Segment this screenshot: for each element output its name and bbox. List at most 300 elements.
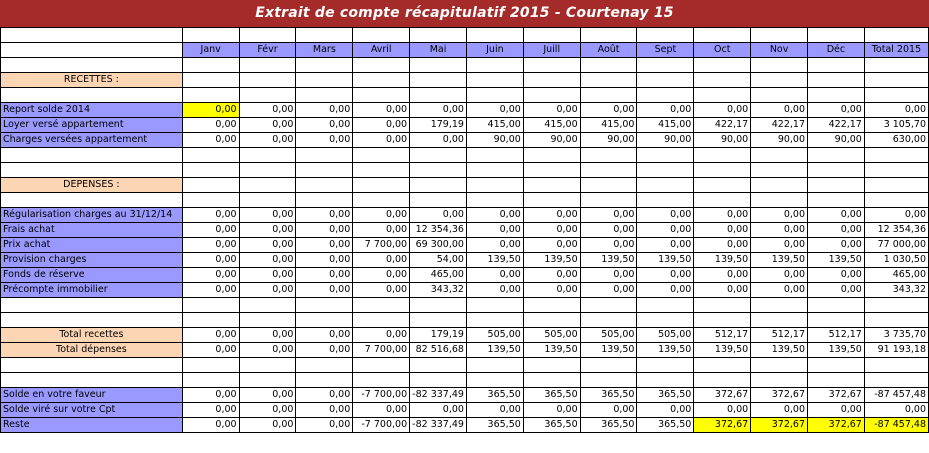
empty-cell[interactable]: [808, 358, 865, 373]
value-cell[interactable]: 465,00: [864, 268, 928, 283]
value-cell[interactable]: 0,00: [637, 238, 694, 253]
value-cell[interactable]: 372,67: [751, 388, 808, 403]
value-cell[interactable]: 365,50: [637, 388, 694, 403]
value-cell[interactable]: 0,00: [410, 103, 467, 118]
empty-cell[interactable]: [1, 163, 183, 178]
value-cell[interactable]: 179,19: [410, 118, 467, 133]
value-cell[interactable]: 0,00: [353, 253, 410, 268]
value-cell[interactable]: 0,00: [239, 418, 296, 433]
empty-cell[interactable]: [751, 163, 808, 178]
empty-cell[interactable]: [694, 313, 751, 328]
empty-cell[interactable]: [353, 28, 410, 43]
empty-cell[interactable]: [808, 148, 865, 163]
empty-cell[interactable]: [637, 58, 694, 73]
row-label[interactable]: Solde viré sur votre Cpt: [1, 403, 183, 418]
empty-cell[interactable]: [353, 193, 410, 208]
empty-cell[interactable]: [1, 58, 183, 73]
value-cell[interactable]: 0,00: [296, 208, 353, 223]
value-cell[interactable]: -82 337,49: [410, 418, 467, 433]
empty-cell[interactable]: [239, 358, 296, 373]
value-cell[interactable]: 0,00: [523, 208, 580, 223]
empty-cell[interactable]: [580, 313, 637, 328]
value-cell[interactable]: 505,00: [466, 328, 523, 343]
value-cell[interactable]: 54,00: [410, 253, 467, 268]
value-cell[interactable]: 0,00: [410, 208, 467, 223]
empty-cell[interactable]: [864, 313, 928, 328]
value-cell[interactable]: 0,00: [182, 208, 239, 223]
value-cell[interactable]: 0,00: [808, 283, 865, 298]
value-cell[interactable]: -82 337,49: [410, 388, 467, 403]
value-cell[interactable]: 0,00: [580, 283, 637, 298]
value-cell[interactable]: 415,00: [466, 118, 523, 133]
empty-cell[interactable]: [182, 88, 239, 103]
value-cell[interactable]: 0,00: [751, 268, 808, 283]
value-cell[interactable]: 365,50: [580, 418, 637, 433]
empty-cell[interactable]: [808, 178, 865, 193]
empty-cell[interactable]: [239, 373, 296, 388]
value-cell[interactable]: 90,00: [751, 133, 808, 148]
value-cell[interactable]: 0,00: [182, 238, 239, 253]
empty-cell[interactable]: [864, 298, 928, 313]
empty-cell[interactable]: [296, 193, 353, 208]
empty-cell[interactable]: [182, 178, 239, 193]
value-cell[interactable]: 512,17: [694, 328, 751, 343]
empty-cell[interactable]: [353, 148, 410, 163]
value-cell[interactable]: 0,00: [182, 343, 239, 358]
empty-cell[interactable]: [808, 313, 865, 328]
empty-cell[interactable]: [523, 193, 580, 208]
value-cell[interactable]: 0,00: [637, 283, 694, 298]
empty-cell[interactable]: [580, 88, 637, 103]
empty-cell[interactable]: [637, 28, 694, 43]
month-header[interactable]: Mars: [296, 43, 353, 58]
value-cell[interactable]: 0,00: [580, 238, 637, 253]
value-cell[interactable]: 0,00: [353, 133, 410, 148]
empty-cell[interactable]: [353, 88, 410, 103]
value-cell[interactable]: 0,00: [296, 253, 353, 268]
value-cell[interactable]: 0,00: [182, 223, 239, 238]
value-cell[interactable]: 0,00: [239, 388, 296, 403]
empty-cell[interactable]: [694, 163, 751, 178]
empty-cell[interactable]: [296, 58, 353, 73]
empty-cell[interactable]: [296, 178, 353, 193]
empty-cell[interactable]: [523, 88, 580, 103]
value-cell[interactable]: 505,00: [580, 328, 637, 343]
month-header[interactable]: Mai: [410, 43, 467, 58]
value-cell[interactable]: 0,00: [353, 103, 410, 118]
empty-cell[interactable]: [466, 73, 523, 88]
empty-cell[interactable]: [296, 313, 353, 328]
value-cell[interactable]: 0,00: [296, 283, 353, 298]
value-cell[interactable]: 90,00: [523, 133, 580, 148]
empty-cell[interactable]: [580, 28, 637, 43]
value-cell[interactable]: 0,00: [694, 283, 751, 298]
value-cell[interactable]: 415,00: [637, 118, 694, 133]
value-cell[interactable]: 0,00: [296, 328, 353, 343]
value-cell[interactable]: 0,00: [182, 283, 239, 298]
empty-cell[interactable]: [1, 313, 183, 328]
value-cell[interactable]: 0,00: [353, 118, 410, 133]
value-cell[interactable]: 139,50: [694, 343, 751, 358]
row-label[interactable]: Prix achat: [1, 238, 183, 253]
empty-cell[interactable]: [353, 358, 410, 373]
empty-cell[interactable]: [239, 193, 296, 208]
value-cell[interactable]: 0,00: [239, 253, 296, 268]
value-cell[interactable]: 0,00: [182, 418, 239, 433]
value-cell[interactable]: 0,00: [637, 403, 694, 418]
value-cell[interactable]: 0,00: [353, 208, 410, 223]
value-cell[interactable]: 0,00: [751, 403, 808, 418]
value-cell[interactable]: 0,00: [239, 223, 296, 238]
empty-cell[interactable]: [1, 28, 183, 43]
empty-cell[interactable]: [808, 73, 865, 88]
value-cell[interactable]: 365,50: [523, 418, 580, 433]
value-cell[interactable]: 0,00: [466, 268, 523, 283]
empty-cell[interactable]: [523, 313, 580, 328]
total-label[interactable]: Total dépenses: [1, 343, 183, 358]
value-cell[interactable]: 0,00: [694, 403, 751, 418]
empty-cell[interactable]: [466, 88, 523, 103]
empty-cell[interactable]: [296, 148, 353, 163]
empty-cell[interactable]: [353, 73, 410, 88]
empty-cell[interactable]: [694, 358, 751, 373]
empty-cell[interactable]: [864, 358, 928, 373]
empty-cell[interactable]: [637, 358, 694, 373]
value-cell[interactable]: 0,00: [694, 268, 751, 283]
value-cell[interactable]: 0,00: [239, 133, 296, 148]
empty-cell[interactable]: [239, 58, 296, 73]
empty-cell[interactable]: [182, 313, 239, 328]
value-cell[interactable]: 372,67: [808, 418, 865, 433]
empty-cell[interactable]: [808, 28, 865, 43]
value-cell[interactable]: 90,00: [808, 133, 865, 148]
empty-cell[interactable]: [466, 193, 523, 208]
value-cell[interactable]: 422,17: [808, 118, 865, 133]
row-label[interactable]: Solde en votre faveur: [1, 388, 183, 403]
value-cell[interactable]: 0,00: [353, 403, 410, 418]
value-cell[interactable]: 12 354,36: [864, 223, 928, 238]
empty-cell[interactable]: [864, 373, 928, 388]
value-cell[interactable]: 90,00: [580, 133, 637, 148]
empty-cell[interactable]: [637, 148, 694, 163]
value-cell[interactable]: 139,50: [523, 253, 580, 268]
value-cell[interactable]: 0,00: [466, 208, 523, 223]
row-label[interactable]: Fonds de réserve: [1, 268, 183, 283]
value-cell[interactable]: 0,00: [523, 283, 580, 298]
value-cell[interactable]: 0,00: [410, 133, 467, 148]
empty-cell[interactable]: [694, 193, 751, 208]
empty-cell[interactable]: [694, 73, 751, 88]
empty-cell[interactable]: [523, 148, 580, 163]
empty-cell[interactable]: [353, 178, 410, 193]
value-cell[interactable]: 422,17: [751, 118, 808, 133]
value-cell[interactable]: 415,00: [523, 118, 580, 133]
empty-cell[interactable]: [694, 373, 751, 388]
empty-cell[interactable]: [410, 163, 467, 178]
empty-cell[interactable]: [410, 193, 467, 208]
empty-cell[interactable]: [296, 163, 353, 178]
value-cell[interactable]: 0,00: [182, 328, 239, 343]
month-header[interactable]: Janv: [182, 43, 239, 58]
empty-cell[interactable]: [410, 73, 467, 88]
value-cell[interactable]: 630,00: [864, 133, 928, 148]
section-label-depenses[interactable]: DEPENSES :: [1, 178, 183, 193]
row-label[interactable]: Reste: [1, 418, 183, 433]
value-cell[interactable]: 422,17: [694, 118, 751, 133]
empty-cell[interactable]: [580, 298, 637, 313]
value-cell[interactable]: 7 700,00: [353, 343, 410, 358]
value-cell[interactable]: 0,00: [353, 283, 410, 298]
empty-cell[interactable]: [296, 373, 353, 388]
empty-cell[interactable]: [296, 298, 353, 313]
value-cell[interactable]: 0,00: [694, 223, 751, 238]
value-cell[interactable]: 0,00: [466, 238, 523, 253]
empty-cell[interactable]: [580, 178, 637, 193]
value-cell[interactable]: 179,19: [410, 328, 467, 343]
value-cell[interactable]: 0,00: [296, 118, 353, 133]
value-cell[interactable]: 77 000,00: [864, 238, 928, 253]
empty-cell[interactable]: [808, 298, 865, 313]
empty-cell[interactable]: [580, 373, 637, 388]
empty-cell[interactable]: [694, 58, 751, 73]
value-cell[interactable]: 139,50: [580, 253, 637, 268]
value-cell[interactable]: 0,00: [637, 208, 694, 223]
empty-cell[interactable]: [864, 163, 928, 178]
value-cell[interactable]: 139,50: [808, 343, 865, 358]
value-cell[interactable]: 139,50: [694, 253, 751, 268]
value-cell[interactable]: 0,00: [296, 388, 353, 403]
value-cell[interactable]: 91 193,18: [864, 343, 928, 358]
empty-cell[interactable]: [751, 298, 808, 313]
empty-cell[interactable]: [864, 88, 928, 103]
value-cell[interactable]: 0,00: [353, 328, 410, 343]
empty-cell[interactable]: [182, 58, 239, 73]
value-cell[interactable]: 372,67: [694, 388, 751, 403]
row-label[interactable]: Régularisation charges au 31/12/14: [1, 208, 183, 223]
empty-cell[interactable]: [751, 88, 808, 103]
value-cell[interactable]: 0,00: [182, 118, 239, 133]
value-cell[interactable]: 0,00: [296, 103, 353, 118]
value-cell[interactable]: 0,00: [694, 208, 751, 223]
section-label-recettes[interactable]: RECETTES :: [1, 73, 183, 88]
empty-cell[interactable]: [751, 358, 808, 373]
empty-cell[interactable]: [410, 358, 467, 373]
empty-cell[interactable]: [751, 178, 808, 193]
empty-cell[interactable]: [239, 148, 296, 163]
value-cell[interactable]: 505,00: [523, 328, 580, 343]
empty-cell[interactable]: [694, 148, 751, 163]
empty-cell[interactable]: [239, 298, 296, 313]
value-cell[interactable]: 0,00: [637, 223, 694, 238]
value-cell[interactable]: 0,00: [239, 283, 296, 298]
value-cell[interactable]: 0,00: [808, 268, 865, 283]
value-cell[interactable]: 0,00: [296, 268, 353, 283]
empty-cell[interactable]: [466, 148, 523, 163]
month-header[interactable]: Nov: [751, 43, 808, 58]
value-cell[interactable]: 0,00: [580, 208, 637, 223]
value-cell[interactable]: 0,00: [353, 268, 410, 283]
empty-cell[interactable]: [410, 28, 467, 43]
month-header[interactable]: Avril: [353, 43, 410, 58]
value-cell[interactable]: 365,50: [466, 418, 523, 433]
value-cell[interactable]: 0,00: [182, 388, 239, 403]
value-cell[interactable]: 0,00: [239, 268, 296, 283]
value-cell[interactable]: 7 700,00: [353, 238, 410, 253]
empty-cell[interactable]: [353, 373, 410, 388]
value-cell[interactable]: 0,00: [523, 223, 580, 238]
empty-cell[interactable]: [751, 313, 808, 328]
empty-cell[interactable]: [1, 193, 183, 208]
empty-cell[interactable]: [239, 73, 296, 88]
value-cell[interactable]: 0,00: [808, 403, 865, 418]
value-cell[interactable]: 343,32: [410, 283, 467, 298]
value-cell[interactable]: 465,00: [410, 268, 467, 283]
value-cell[interactable]: 3 735,70: [864, 328, 928, 343]
empty-cell[interactable]: [808, 193, 865, 208]
value-cell[interactable]: 90,00: [694, 133, 751, 148]
value-cell[interactable]: 0,00: [239, 118, 296, 133]
empty-cell[interactable]: [466, 163, 523, 178]
value-cell[interactable]: 0,00: [466, 283, 523, 298]
empty-cell[interactable]: [296, 73, 353, 88]
value-cell[interactable]: 0,00: [296, 343, 353, 358]
empty-cell[interactable]: [466, 28, 523, 43]
empty-cell[interactable]: [182, 298, 239, 313]
empty-cell[interactable]: [637, 298, 694, 313]
empty-cell[interactable]: [466, 298, 523, 313]
value-cell[interactable]: 0,00: [751, 238, 808, 253]
value-cell[interactable]: 0,00: [182, 268, 239, 283]
value-cell[interactable]: 0,00: [864, 208, 928, 223]
value-cell[interactable]: 139,50: [637, 253, 694, 268]
month-header[interactable]: Total 2015: [864, 43, 928, 58]
value-cell[interactable]: 0,00: [239, 328, 296, 343]
empty-cell[interactable]: [523, 298, 580, 313]
month-header[interactable]: Sept: [637, 43, 694, 58]
value-cell[interactable]: 0,00: [466, 223, 523, 238]
empty-cell[interactable]: [1, 358, 183, 373]
value-cell[interactable]: 343,32: [864, 283, 928, 298]
empty-cell[interactable]: [751, 193, 808, 208]
empty-cell[interactable]: [580, 193, 637, 208]
value-cell[interactable]: 365,50: [523, 388, 580, 403]
value-cell[interactable]: 3 105,70: [864, 118, 928, 133]
empty-cell[interactable]: [864, 178, 928, 193]
empty-cell[interactable]: [466, 373, 523, 388]
empty-cell[interactable]: [353, 298, 410, 313]
value-cell[interactable]: 0,00: [296, 223, 353, 238]
empty-cell[interactable]: [1, 298, 183, 313]
value-cell[interactable]: 365,50: [580, 388, 637, 403]
empty-cell[interactable]: [864, 73, 928, 88]
value-cell[interactable]: 0,00: [239, 238, 296, 253]
empty-cell[interactable]: [580, 148, 637, 163]
value-cell[interactable]: 0,00: [523, 238, 580, 253]
value-cell[interactable]: 372,67: [751, 418, 808, 433]
empty-cell[interactable]: [182, 373, 239, 388]
row-label[interactable]: Provision charges: [1, 253, 183, 268]
empty-cell[interactable]: [410, 178, 467, 193]
month-header[interactable]: Déc: [808, 43, 865, 58]
empty-cell[interactable]: [466, 58, 523, 73]
empty-cell[interactable]: [637, 88, 694, 103]
empty-cell[interactable]: [864, 58, 928, 73]
empty-cell[interactable]: [239, 163, 296, 178]
empty-cell[interactable]: [523, 73, 580, 88]
value-cell[interactable]: 0,00: [296, 133, 353, 148]
value-cell[interactable]: 372,67: [808, 388, 865, 403]
header-corner[interactable]: [1, 43, 183, 58]
empty-cell[interactable]: [523, 28, 580, 43]
value-cell[interactable]: 0,00: [580, 223, 637, 238]
value-cell[interactable]: -87 457,48: [864, 388, 928, 403]
value-cell[interactable]: 0,00: [580, 268, 637, 283]
empty-cell[interactable]: [410, 88, 467, 103]
value-cell[interactable]: 0,00: [523, 268, 580, 283]
value-cell[interactable]: 0,00: [296, 418, 353, 433]
value-cell[interactable]: 139,50: [751, 253, 808, 268]
empty-cell[interactable]: [751, 28, 808, 43]
empty-cell[interactable]: [580, 163, 637, 178]
value-cell[interactable]: 0,00: [694, 238, 751, 253]
empty-cell[interactable]: [637, 193, 694, 208]
value-cell[interactable]: 0,00: [182, 133, 239, 148]
empty-cell[interactable]: [808, 163, 865, 178]
value-cell[interactable]: 0,00: [182, 253, 239, 268]
empty-cell[interactable]: [751, 148, 808, 163]
month-header[interactable]: Juin: [466, 43, 523, 58]
empty-cell[interactable]: [1, 88, 183, 103]
value-cell[interactable]: 139,50: [466, 253, 523, 268]
empty-cell[interactable]: [239, 178, 296, 193]
month-header[interactable]: Oct: [694, 43, 751, 58]
value-cell[interactable]: 139,50: [523, 343, 580, 358]
empty-cell[interactable]: [410, 313, 467, 328]
total-label[interactable]: Total recettes: [1, 328, 183, 343]
empty-cell[interactable]: [1, 373, 183, 388]
empty-cell[interactable]: [637, 313, 694, 328]
empty-cell[interactable]: [353, 163, 410, 178]
row-label[interactable]: Report solde 2014: [1, 103, 183, 118]
value-cell[interactable]: 12 354,36: [410, 223, 467, 238]
value-cell[interactable]: 0,00: [751, 208, 808, 223]
value-cell[interactable]: 0,00: [808, 103, 865, 118]
value-cell[interactable]: 0,00: [580, 403, 637, 418]
empty-cell[interactable]: [239, 88, 296, 103]
value-cell[interactable]: 0,00: [637, 268, 694, 283]
empty-cell[interactable]: [694, 298, 751, 313]
empty-cell[interactable]: [751, 58, 808, 73]
value-cell[interactable]: 139,50: [808, 253, 865, 268]
empty-cell[interactable]: [694, 178, 751, 193]
value-cell[interactable]: 372,67: [694, 418, 751, 433]
value-cell[interactable]: 82 516,68: [410, 343, 467, 358]
empty-cell[interactable]: [1, 148, 183, 163]
value-cell[interactable]: 1 030,50: [864, 253, 928, 268]
empty-cell[interactable]: [751, 373, 808, 388]
value-cell[interactable]: 0,00: [353, 223, 410, 238]
value-cell[interactable]: 0,00: [637, 103, 694, 118]
value-cell[interactable]: -87 457,48: [864, 418, 928, 433]
value-cell[interactable]: 139,50: [637, 343, 694, 358]
empty-cell[interactable]: [523, 58, 580, 73]
empty-cell[interactable]: [182, 193, 239, 208]
empty-cell[interactable]: [182, 73, 239, 88]
value-cell[interactable]: 0,00: [751, 223, 808, 238]
value-cell[interactable]: 0,00: [239, 103, 296, 118]
empty-cell[interactable]: [694, 28, 751, 43]
empty-cell[interactable]: [864, 193, 928, 208]
